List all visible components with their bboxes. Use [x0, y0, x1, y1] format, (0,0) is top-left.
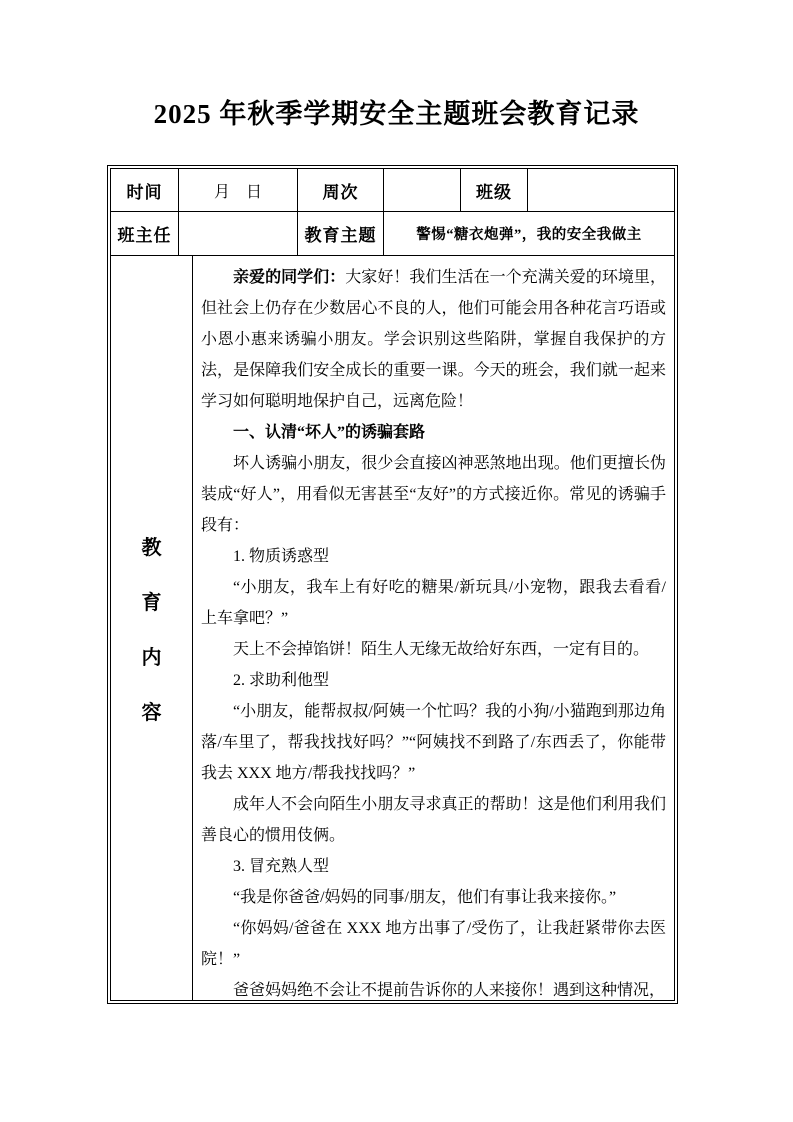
- content-heading: 一、认清“坏人”的诱骗套路: [233, 424, 426, 441]
- paragraph-lead: 亲爱的同学们：: [233, 269, 346, 286]
- theme-value: 警惕“糖衣炮弹”，我的安全我做主: [384, 212, 674, 256]
- education-content-body: [193, 256, 674, 1000]
- table-row-meta: [111, 169, 674, 212]
- content-paragraph: 坏人诱骗小朋友，很少会直接凶神恶煞地出现。他们更擅长伪装成“好人”，用看似无害甚至“友好”的方式接近你。常见的诱骗手段有：: [201, 455, 666, 534]
- content-label-char: 育: [141, 592, 162, 614]
- content-paragraph: 1. 物质诱惑型: [233, 548, 330, 565]
- content-paragraph: 天上不会掉馅饼！陌生人无缘无故给好东西，一定有目的。: [233, 641, 650, 658]
- theme-label: 教育主题: [298, 212, 384, 256]
- content-label-char: 教: [141, 537, 162, 559]
- time-label: 时间: [111, 169, 179, 212]
- teacher-label: 班主任: [111, 212, 179, 256]
- content-paragraph: 2. 求助利他型: [233, 672, 330, 689]
- week-label: 周次: [298, 169, 384, 212]
- content-paragraph: 爸爸妈妈绝不会让不提前告诉你的人来接你！遇到这种情况，: [233, 982, 666, 999]
- content-paragraph: 成年人不会向陌生小朋友寻求真正的帮助！这是他们利用我们善良心的惯用伎俩。: [201, 796, 666, 844]
- content-paragraph: “小朋友，我车上有好吃的糖果/新玩具/小宠物，跟我去看看/上车拿吧？”: [201, 579, 666, 627]
- class-label: 班级: [461, 169, 528, 212]
- table-row-teacher-theme: [111, 212, 674, 256]
- content-label-char: 容: [141, 702, 162, 724]
- content-paragraph: “我是你爸爸/妈妈的同事/朋友，他们有事让我来接你。”: [233, 889, 617, 906]
- content-paragraph: 亲爱的同学们：大家好！我们生活在一个充满关爱的环境里，但社会上仍存在少数居心不良的人，他们可能会用各种花言巧语或小恩小惠来诱骗小朋友。学会识别这些陷阱，掌握自我保护的方法，是保障我们安全成长的重要一课。今天的班会，我们就一起来学习如何聪明地保护自己，远离危险！: [201, 269, 666, 410]
- table-row-content: [111, 256, 674, 1000]
- content-label-char: 内: [141, 647, 162, 669]
- class-value-cell[interactable]: [528, 169, 674, 212]
- record-table: [107, 165, 678, 1004]
- teacher-value-cell[interactable]: [179, 212, 298, 256]
- content-paragraph: 3. 冒充熟人型: [233, 858, 330, 875]
- content-paragraph: “你妈妈/爸爸在 XXX 地方出事了/受伤了，让我赶紧带你去医院！”: [201, 920, 666, 968]
- week-value-cell[interactable]: [384, 169, 461, 212]
- content-paragraph: “小朋友，能帮叔叔/阿姨一个忙吗？我的小狗/小猫跑到那边角落/车里了，帮我找找好吗？”“阿姨找不到路了/东西丢了，你能带我去 XXX 地方/帮我找找吗？”: [201, 703, 666, 782]
- document-title: 2025 年秋季学期安全主题班会教育记录: [153, 99, 640, 129]
- content-label-vertical: [111, 256, 193, 1000]
- time-value-cell[interactable]: 月 日: [179, 169, 298, 212]
